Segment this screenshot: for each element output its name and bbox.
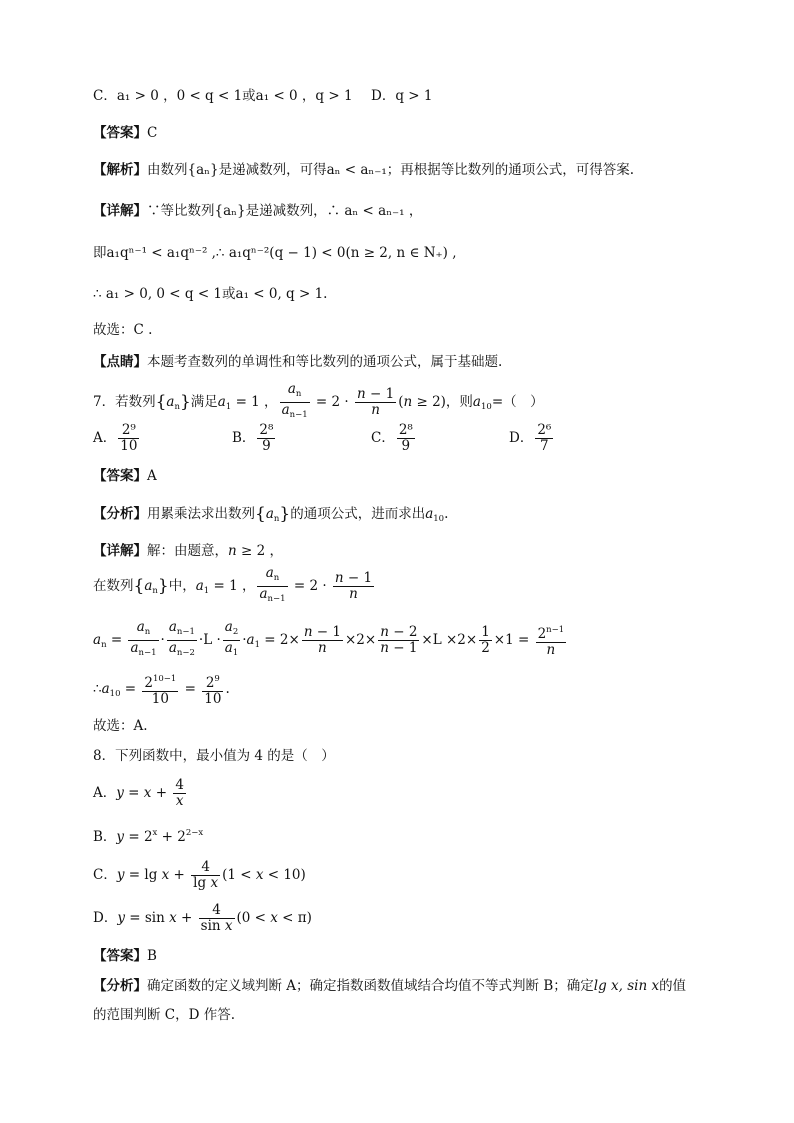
q8-option-c: C．y = lg x + $\frac{4}{\text{lg x}}$ (1 < x < 10) (93, 859, 306, 891)
option-num: 2⁹ (118, 423, 139, 439)
detail-text-b: 中， (168, 578, 196, 594)
q6-detail-line-3: ∴ a₁ > 0, 0 < q < 1或a₁ < 0, q > 1. (93, 286, 328, 302)
q7-detail-line-2: 在数列$\{a_n\}$中，$a_1 = 1$ ， $\frac{a_n}{a_{n-1}}$ = 2 · $\frac{n - 1}{n}$ (93, 565, 373, 604)
answer-tag: 【答案】 (93, 125, 147, 141)
option-label: C． (371, 430, 395, 446)
q6-option-c (93, 86, 353, 106)
analysis-tag: 【分析】 (93, 978, 147, 994)
q7-result: $\therefore a_{10}$ = $\frac{2^{10-1}}{10}$ = $\frac{2^9}{10}$ . (93, 674, 230, 707)
q8-answer (93, 946, 157, 966)
ratio-fraction: $\frac{a_n}{a_{n-1}}$ (281, 381, 308, 420)
q7-option-a (93, 423, 141, 454)
analysis-text: 由数列{aₙ}是递减数列，可得aₙ < aₙ₋₁；再根据等比数列的通项公式，可得答案. (147, 162, 635, 178)
cond-a1: a (217, 394, 226, 410)
answer-value: A (147, 468, 157, 484)
option-label: A． (93, 430, 117, 446)
q7-option-c (371, 423, 417, 454)
answer-tag: 【答案】 (93, 948, 147, 964)
answer-tag: 【答案】 (93, 468, 147, 484)
q8-analysis-line-2: 的范围判断 C，D 作答. (93, 1007, 236, 1023)
option-num: 2⁸ (259, 422, 274, 438)
analysis-text-b: 的通项公式，进而求出 (290, 506, 426, 522)
analysis-tag: 【解析】 (93, 162, 147, 178)
detail-tag: 【详解】 (93, 203, 147, 219)
q6-detail-line-1 (93, 201, 422, 221)
stem-prefix: 7．若数列 (93, 394, 156, 410)
detail-text: 解：由题意， (147, 543, 228, 559)
option-num: 2⁶ (537, 422, 552, 438)
q6-option-d (371, 86, 432, 106)
stem-end: =（ ） (491, 394, 544, 410)
q6-choose: 故选：C . (93, 322, 153, 338)
detail-text-a: 在数列 (93, 578, 134, 594)
q6-analysis (93, 160, 634, 180)
option-den: 10 (120, 438, 138, 454)
q6-comment (93, 352, 502, 372)
option-den: 9 (262, 438, 271, 454)
q7-answer (93, 466, 157, 486)
analysis-text-b: lg x, sin x (593, 978, 660, 994)
analysis-text-c: 的值 (659, 978, 687, 994)
answer-value: C (147, 125, 158, 141)
analysis-text-a: 用累乘法求出数列 (147, 506, 255, 522)
q7-option-b (232, 423, 277, 454)
option-num: 2⁸ (398, 422, 413, 438)
q7-option-d (509, 423, 555, 454)
q8-stem: 8．下列函数中，最小值为 4 的是（ ） (93, 748, 335, 764)
option-d-text: q > 1 (395, 88, 433, 104)
option-label: D． (93, 910, 118, 926)
q8-option-b: B．$y = 2^x + 2^{2-x}$ (93, 828, 204, 845)
ratio-fraction-2: $\frac{n - 1}{n}$ (357, 386, 395, 418)
q7-product-formula: $a_n$ = $\frac{a_n}{a_{n-1}}$ · $\frac{a_{n-1}}{a_{n-2}}$ ·L · $\frac{a_2}{a_1}$ $\cdot a_1 = 2\times$ $\frac{n - 1}{n}$ ×2× $\frac{n - 2}{n - 1}$ ×L ×2× $\frac{1}{2}$ ×1 = $\frac{2^{n-1}}{n}$ (93, 619, 565, 658)
option-label: B． (93, 829, 117, 845)
q8-option-d: D．y = sin x + $\frac{4}{\text{sin x}}$ (0 < x < π) (93, 902, 312, 934)
q8-analysis-line-1 (93, 976, 686, 996)
option-den: 7 (540, 438, 549, 454)
analysis-tag: 【分析】 (93, 506, 147, 522)
stem-mid: 满足 (190, 394, 218, 410)
q7-analysis: 【分析】用累乘法求出数列$\{a_n\}$的通项公式，进而求出$a_{10}$. (93, 504, 449, 524)
option-label: D． (509, 430, 534, 446)
analysis-text-a: 确定函数的定义域判断 A；确定指数函数值域结合均值不等式判断 B；确定 (147, 978, 594, 994)
stem-cond: ，则 (445, 394, 473, 410)
sequence-braces: $\{a_n\}$ (155, 392, 191, 412)
q6-detail-line-2: 即a₁qⁿ⁻¹ < a₁qⁿ⁻² ,∴ a₁qⁿ⁻²(q − 1) < 0(n ≥ 2, n ∈ N₊) , (93, 245, 457, 261)
q7-choose: 故选：A. (93, 718, 148, 734)
option-den: 9 (401, 438, 411, 454)
option-label: A． (93, 785, 117, 801)
detail-text: ∵等比数列{aₙ}是递减数列，∴ aₙ < aₙ₋₁ ， (147, 203, 423, 219)
answer-value: B (147, 948, 157, 964)
option-label: C． (93, 867, 117, 883)
option-label: B． (232, 430, 256, 446)
q8-option-a: A．y = x + $\frac{4}{x}$ (93, 777, 184, 809)
q7-stem: 7．若数列$\{a_n\}$满足$a_1 = 1$ ， $\frac{a_n}{a_{n-1}}$ = 2 · $\frac{n - 1}{n}$ (n ≥ 2)，则$a_{10}=$（ ） (93, 382, 544, 424)
q7-detail-line-1: 【详解】解：由题意，n ≥ 2 ， (93, 543, 283, 559)
option-label: C． (93, 88, 117, 104)
option-label: D． (371, 88, 396, 104)
q6-answer (93, 123, 157, 143)
comment-text: 本题考查数列的单调性和等比数列的通项公式，属于基础题. (147, 354, 503, 370)
option-c-text: a₁ > 0 ，0 < q < 1或a₁ < 0 ，q > 1 (116, 88, 353, 104)
comment-tag: 【点睛】 (93, 354, 147, 370)
detail-tag: 【详解】 (93, 543, 147, 559)
